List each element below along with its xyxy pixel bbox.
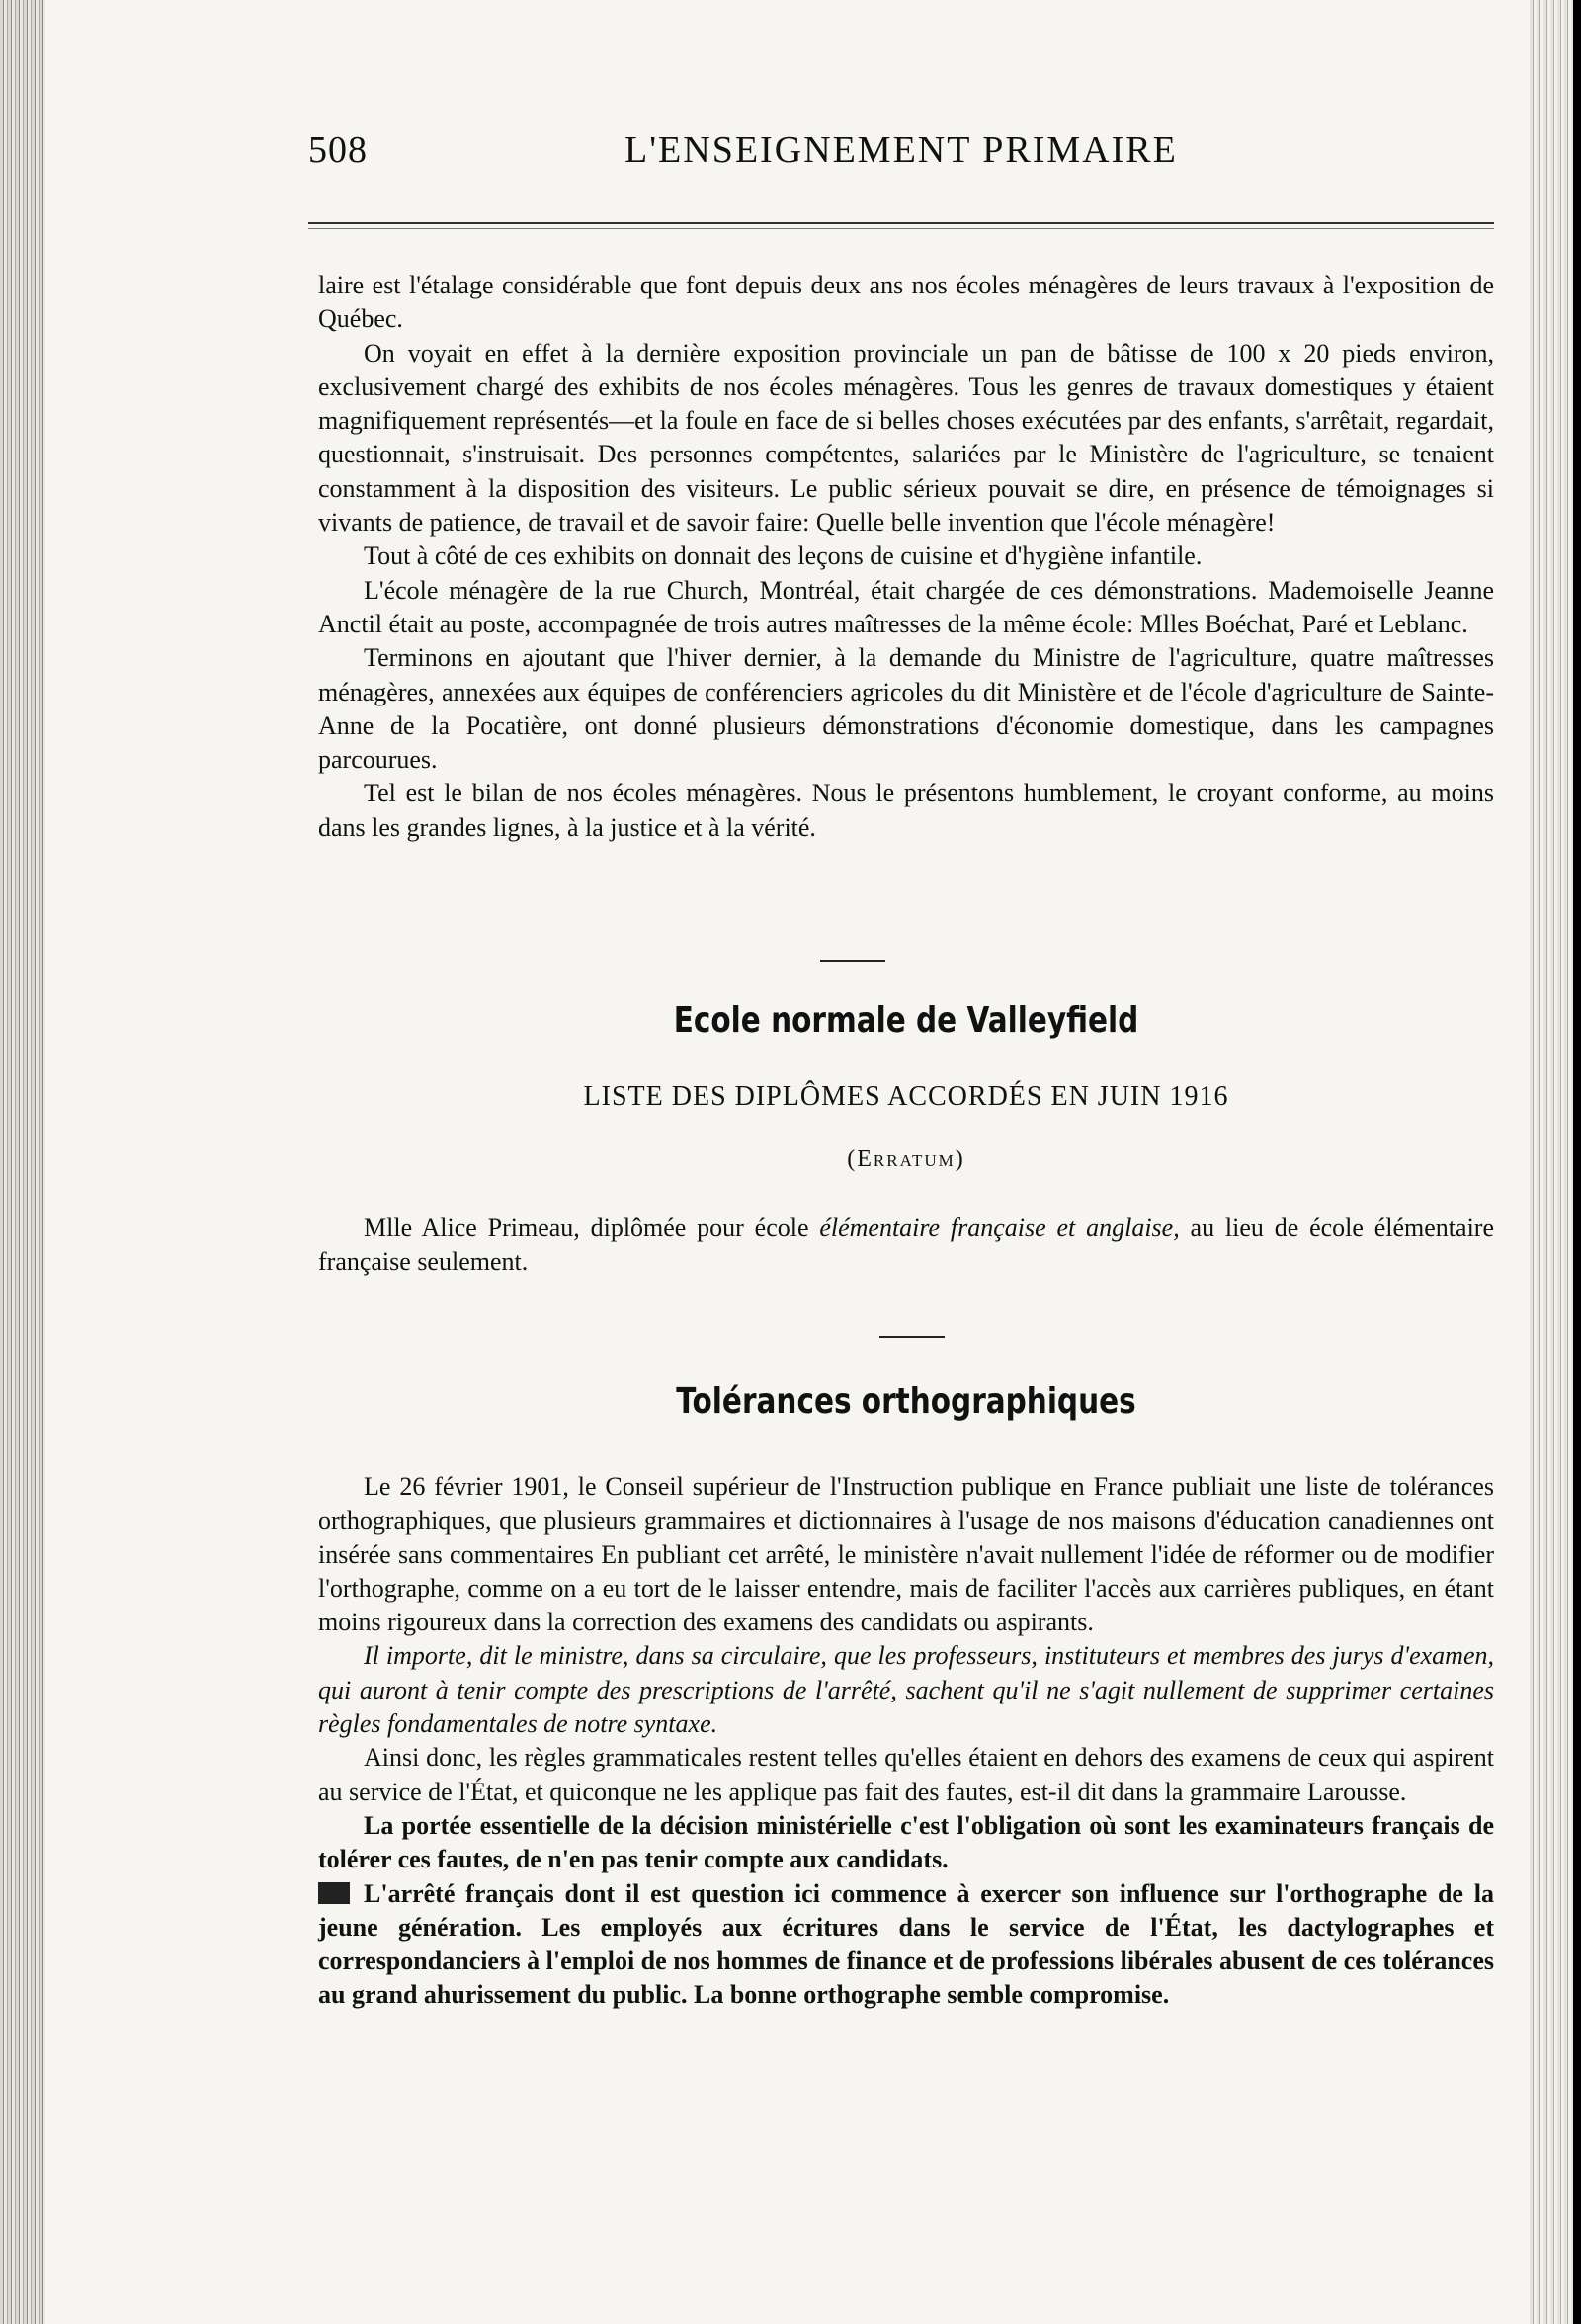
paragraph: Tel est le bilan de nos écoles ménagères. Nous le présentons humblement, le croyant conforme, au moins dans les grandes lignes, à la justice et à la vérité. [318, 779, 1494, 842]
paragraph: Ainsi donc, les règles grammaticales restent telles qu'elles étaient en dehors des examens de ceux qui aspirent au service de l'État, et quiconque ne les applique pas fait des fautes, est-il dit dans la grammaire Larousse. [318, 1743, 1494, 1806]
paragraph: La portée essentielle de la décision ministérielle c'est l'obligation où sont les examinateurs français de tolérer ces fautes, de n'en pas tenir compte aux candidats. [318, 1810, 1494, 1874]
erratum-text-start: Mlle Alice Primeau, diplômée pour école [364, 1213, 820, 1242]
heading-valleyfield: Ecole normale de Valleyfield [673, 1000, 1139, 1040]
paragraph: L'école ménagère de la rue Church, Montréal, était chargée de ces démonstrations. Mademoiselle Jeanne Anctil était au poste, accompagnée de trois autres maîtresses de la même école: Mlles Boéchat, Paré et Leblanc. [318, 575, 1494, 638]
paragraph-text: L'arrêté français dont il est question ici commence à exercer son influence sur l'orthographe de la jeune génération. Les employés aux écritures dans le service de l'État, les dactylographes et correspondanciers à l'emploi de nos hommes de finance et de professions libérales abusent de ces tolérances au grand ahurissement du public. La bonne orthographe semble compromise. [318, 1878, 1494, 2010]
paragraph: Terminons en ajoutant que l'hiver dernier, à la demande du Ministre de l'agriculture, quatre maîtresses ménagères, annexées aux équipes de conférenciers agricoles du dit Ministère et de l'école d'agriculture de Sainte-Anne de la Pocatière, ont donné plusieurs démonstrations d'économie domestique, dans les campagnes parcourues. [318, 643, 1494, 775]
subheading-diplomes: LISTE DES DIPLÔMES ACCORDÉS EN JUIN 1916 [583, 1081, 1229, 1112]
section-erratum-text [318, 1211, 1494, 1280]
erratum-label: (Erratum) [847, 1146, 965, 1172]
pointing-hand-icon [318, 1882, 350, 1904]
heading-tolerances: Tolérances orthographiques [676, 1381, 1136, 1422]
journal-title: L'ENSEIGNEMENT PRIMAIRE [624, 129, 1178, 171]
page-edge-right [1530, 0, 1573, 2324]
erratum-text-italic: élémentaire française et anglaise, [819, 1213, 1180, 1242]
paragraph: On voyait en effet à la dernière exposition provinciale un pan de bâtisse de 100 x 20 pieds environ, exclusivement chargé des exhibits de nos écoles ménagères. Tous les genres de travaux domestiques y étaient magnifiquement représentés—et la foule en face de si belles choses exécutées par des enfants, s'arrêtait, regardait, questionnait, s'instruisait. Des personnes compétentes, salariées par le Ministère de l'agriculture, se tenaient constamment à la disposition des visiteurs. Le public sérieux pouvait se dire, en présence de témoignages si vivants de patience, de travail et de savoir faire: Quelle belle invention que l'école ménagère! [318, 338, 1494, 538]
section-ecoles-menageres [318, 269, 1494, 845]
paragraph-quote: Il importe, dit le ministre, dans sa circulaire, que les professeurs, instituteurs et membres des jurys d'examen, qui auront à tenir compte des prescriptions de l'arrêté, sachent qu'il ne s'agit nullement de supprimer certaines règles fondamentales de notre syntaxe. [318, 1641, 1494, 1739]
paragraph: Le 26 février 1901, le Conseil supérieur de l'Instruction publique en France publiait une liste de tolérances orthographiques, que plusieurs grammaires et dictionnaires à l'usage de nos maisons d'éducation canadiennes ont insérée sans commentaires En publiant cet arrêté, le ministère n'avait nullement l'idée de réformer ou de modifier l'orthographe, comme on a eu tort de le laisser entendre, mais de faciliter l'accès aux carrières publiques, en étant moins rigoureux dans la correction des examens des candidats ou aspirants. [318, 1472, 1494, 1637]
section-divider [820, 960, 885, 962]
paragraph: laire est l'étalage considérable que font depuis deux ans nos écoles ménagères de leurs travaux à l'exposition de Québec. [318, 271, 1494, 334]
book-spine-edge [0, 0, 45, 2324]
paragraph [318, 1877, 1494, 2013]
paragraph: Tout à côté de ces exhibits on donnait des leçons de cuisine et d'hygiène infantile. [364, 541, 1203, 571]
section-tolerances [318, 1470, 1494, 2013]
running-header [308, 128, 1198, 178]
erratum-text-end: au lieu de école élémentaire française seulement. [318, 1213, 1494, 1277]
header-rule [308, 222, 1494, 229]
page-number: 508 [308, 129, 368, 171]
section-divider [879, 1336, 945, 1338]
paragraph [318, 1211, 1494, 1280]
